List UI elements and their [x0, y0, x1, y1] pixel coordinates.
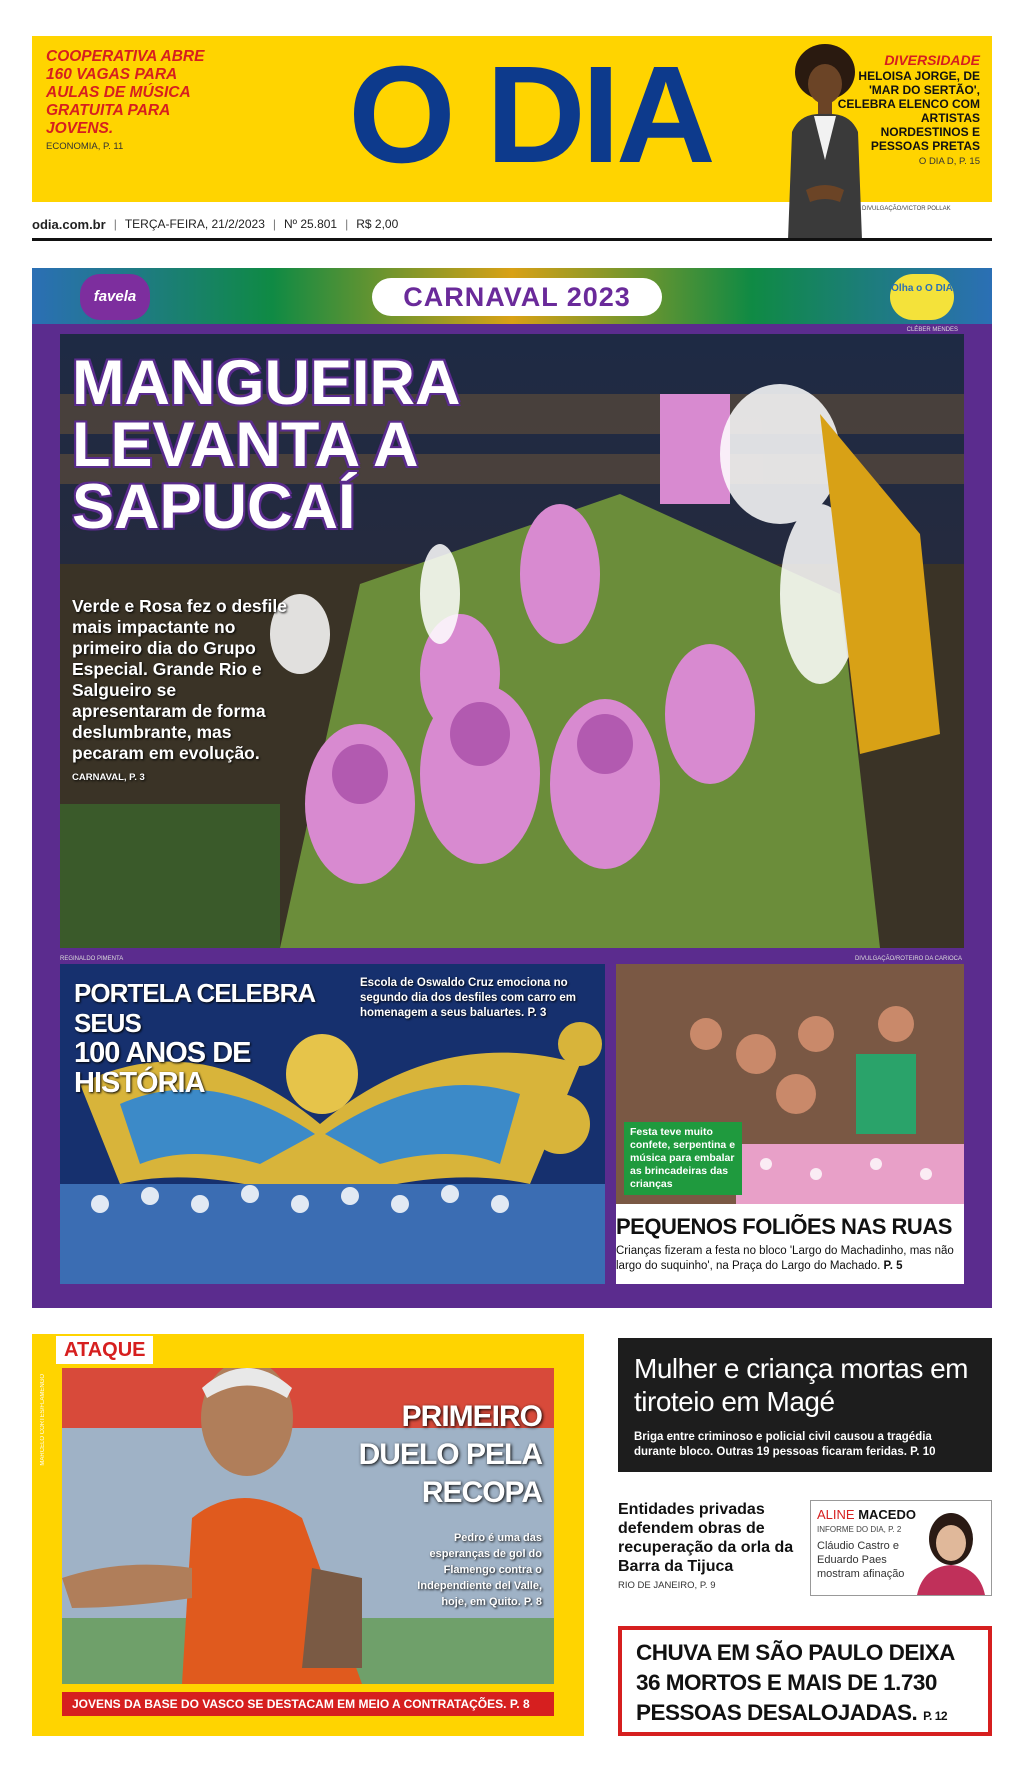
sport-headline: PRIMEIRO DUELO PELA RECOPA: [358, 1400, 542, 1509]
chuva-headline-text: CHUVA EM SÃO PAULO DEIXA 36 MORTOS E MAIS DE 1.730 PESSOAS DESALOJADAS.: [636, 1640, 955, 1725]
photo-credit: DIVULGAÇÃO/VICTOR POLLAK: [862, 206, 951, 212]
sport-body-text: Pedro é uma das esperanças de gol do Flamengo contra o Independiente del Valle, hoje, em Quito.: [417, 1532, 542, 1608]
favela-badge: favela: [80, 274, 150, 320]
site-url[interactable]: odia.com.br: [32, 216, 106, 232]
columnist-photo: [907, 1505, 991, 1595]
portela-ref: P. 3: [527, 1007, 547, 1019]
column-teaser[interactable]: [810, 1500, 992, 1596]
dateline: [32, 211, 992, 237]
teaser-cooperativa[interactable]: [46, 48, 206, 153]
mage-body-text: Briga entre criminoso e policial civil causou a tragédia durante bloco. Outras 19 pessoas ficaram feridas.: [634, 1431, 932, 1458]
hero-headline: MANGUEIRA LEVANTA A SAPUCAÍ: [72, 348, 459, 542]
vasco-teaser-text: JOVENS DA BASE DO VASCO SE DESTACAM EM MEIO A CONTRATAÇÕES.: [72, 1697, 507, 1711]
sport-label: ATAQUE: [56, 1336, 153, 1364]
chuva-story[interactable]: [618, 1626, 992, 1736]
newspaper-logo[interactable]: O DIA: [348, 38, 712, 192]
portela-story[interactable]: [60, 964, 605, 1284]
kids-caption: Festa teve muito confete, serpentina e música para embalar as brincadeiras das crianças: [624, 1122, 742, 1195]
hero-ref: CARNAVAL, P. 3: [72, 772, 145, 783]
columnist-name: [817, 1507, 916, 1522]
masthead-rule: [32, 238, 992, 241]
columnist-first-name: ALINE: [817, 1507, 855, 1522]
mangueira-story[interactable]: [60, 334, 964, 948]
teaser-diversidade[interactable]: [835, 52, 980, 168]
carnaval-logo: CARNAVAL 2023: [372, 278, 662, 316]
chuva-headline: [636, 1638, 974, 1731]
vasco-teaser-ref: P. 8: [509, 1697, 530, 1711]
mage-story[interactable]: [618, 1338, 992, 1472]
carnaval-section: [32, 268, 992, 1308]
portela-body: [360, 976, 596, 1021]
sport-ref: P. 8: [523, 1596, 542, 1608]
portela-headline-line1: PORTELA CELEBRA SEUS: [74, 978, 315, 1038]
separator: |: [345, 217, 349, 231]
hero-body-text: Verde e Rosa fez o desfile mais impactante no primeiro dia do Grupo Especial. Grande Rio e Salgueiro se apresentaram de forma deslumbrante, mas pecaram em evolução.: [72, 596, 287, 763]
sport-story[interactable]: [32, 1334, 584, 1736]
teaser-diversidade-kicker: DIVERSIDADE: [884, 52, 980, 68]
chuva-ref: P. 12: [923, 1709, 948, 1723]
sport-body: [402, 1530, 542, 1610]
kids-body: [616, 1244, 964, 1274]
carnaval-banner: [32, 268, 992, 324]
kids-body-text: Crianças fizeram a festa no bloco 'Largo do Machadinho, mas não largo do suquinho', na Praça do Largo do Machado.: [616, 1245, 954, 1272]
orla-headline: Entidades privadas defendem obras de recuperação da orla da Barra da Tijuca: [618, 1501, 794, 1575]
separator: |: [113, 217, 117, 231]
sport-photo-credit: MARCELO CORTES/FLAMENGO: [40, 1374, 46, 1466]
column-ref: INFORME DO DIA, P. 2: [817, 1525, 902, 1534]
orla-ref: RIO DE JANEIRO, P. 9: [618, 1580, 716, 1591]
hero-body: [72, 596, 290, 788]
separator: |: [272, 217, 276, 231]
price: R$ 2,00: [356, 217, 399, 231]
column-text: Cláudio Castro e Eduardo Paes mostram afinação: [817, 1540, 905, 1580]
date: TERÇA-FEIRA, 21/2/2023: [124, 217, 265, 231]
columnist-last-name: MACEDO: [858, 1507, 916, 1522]
orla-story[interactable]: [618, 1500, 808, 1592]
hero-photo-credit: CLÉBER MENDES: [906, 327, 958, 333]
kids-photo-credit: DIVULGAÇÃO/ROTEIRO DA CARIOCA: [854, 956, 962, 962]
teaser-diversidade-ref: O DIA D, P. 15: [918, 156, 980, 167]
kids-photo-frame: [616, 964, 964, 1204]
edition-number: Nº 25.801: [284, 217, 338, 231]
mage-ref: P. 10: [910, 1446, 936, 1458]
portela-body-text: Escola de Oswaldo Cruz emociona no segundo dia dos desfiles com carro em homenagem a seus baluartes.: [360, 977, 577, 1019]
portela-headline: [74, 978, 364, 1098]
kids-story[interactable]: [616, 964, 964, 1284]
mage-body: [634, 1430, 976, 1460]
kids-ref: P. 5: [883, 1260, 903, 1272]
teaser-cooperativa-ref: ECONOMIA, P. 11: [46, 141, 124, 152]
sport-photo-frame: [62, 1368, 554, 1684]
portela-headline-line2: 100 ANOS DE HISTÓRIA: [74, 1037, 251, 1099]
masthead: [32, 36, 992, 202]
vasco-teaser[interactable]: [62, 1692, 554, 1716]
teaser-diversidade-text: HELOISA JORGE, DE 'MAR DO SERTÃO', CELEBRA ELENCO COM ARTISTAS NORDESTINOS E PESSOAS PRETAS: [837, 69, 980, 153]
mage-headline: Mulher e criança mortas em tiroteio em Magé: [634, 1353, 969, 1417]
olha-badge: Olha o O DIA: [890, 274, 954, 320]
portela-photo-credit: REGINALDO PIMENTA: [60, 956, 124, 962]
teaser-cooperativa-text: COOPERATIVA ABRE 160 VAGAS PARA AULAS DE MÚSICA GRATUITA PARA JOVENS.: [46, 48, 205, 137]
kids-headline: PEQUENOS FOLIÕES NAS RUAS: [616, 1214, 952, 1239]
